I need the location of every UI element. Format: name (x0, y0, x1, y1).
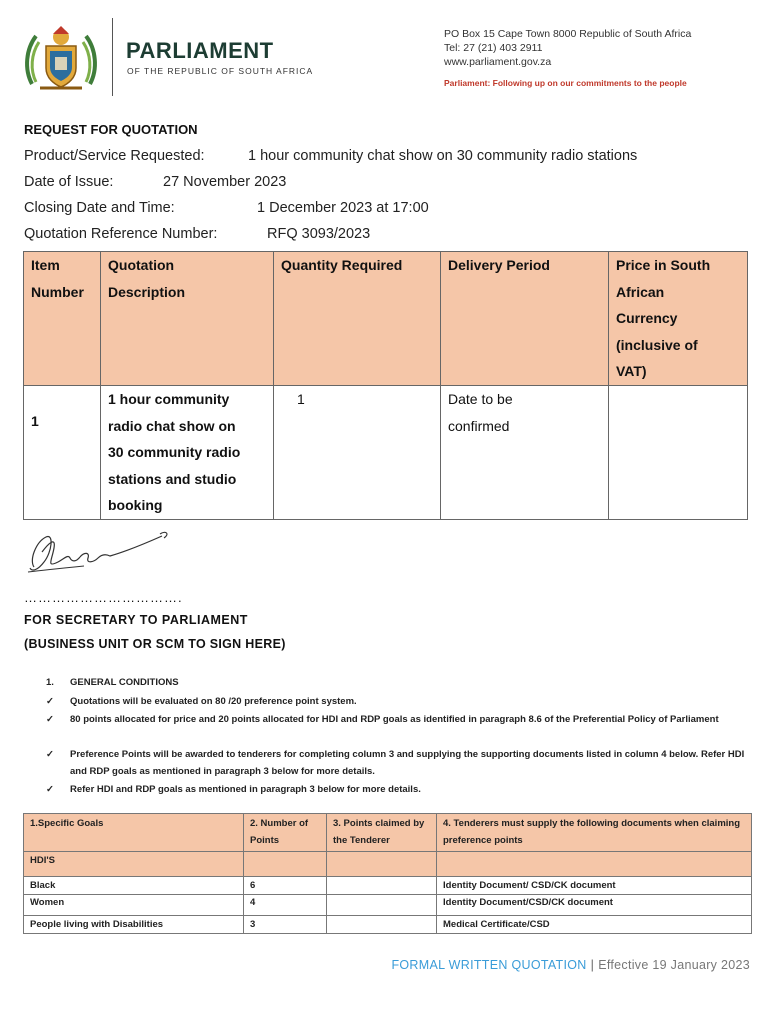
signature-line: ……………………………. (24, 590, 183, 605)
header-divider (112, 18, 113, 96)
product-label: Product/Service Requested: (24, 148, 205, 164)
table-row (24, 877, 752, 895)
header-specific-goals: 1.Specific Goals (24, 814, 244, 852)
header-price: Price in South African Currency (inclusive of VAT) (609, 252, 748, 386)
signatory-role: FOR SECRETARY TO PARLIAMENT (24, 613, 248, 627)
postal-address: PO Box 15 Cape Town 8000 Republic of South Africa (444, 28, 692, 40)
claimed-cell[interactable] (327, 895, 437, 916)
table-row (24, 895, 752, 916)
goal-cell: People living with Disabilities (24, 916, 244, 934)
footer-effective-date: Effective 19 January 2023 (598, 958, 750, 972)
letterhead (0, 0, 770, 110)
quotation-items-table (23, 251, 748, 520)
claimed-cell[interactable] (327, 916, 437, 934)
item-number-cell: 1 (24, 386, 101, 520)
reference-label: Quotation Reference Number: (24, 226, 218, 242)
issue-date-line (24, 174, 287, 190)
header-quotation-description: Quotation Description (101, 252, 274, 386)
checkmark-icon: ✓ (46, 714, 54, 725)
documents-cell: Identity Document/CSD/CK document (437, 895, 752, 916)
contact-block (444, 27, 691, 69)
list-item: ✓ Refer HDI and RDP goals as mentioned in paragraph 3 below for more details. (46, 781, 746, 798)
item-quantity-cell: 1 (274, 386, 441, 520)
coat-of-arms-icon (22, 24, 100, 94)
points-cell: 4 (244, 895, 327, 916)
table-row (24, 386, 748, 520)
page-footer (391, 958, 750, 972)
goal-cell: Black (24, 877, 244, 895)
brand-name: PARLIAMENT (126, 38, 274, 63)
closing-date-label: Closing Date and Time: (24, 200, 175, 216)
footer-separator: | (590, 958, 595, 972)
table-row (24, 916, 752, 934)
header-quantity-required: Quantity Required (274, 252, 441, 386)
list-item: ✓ 80 points allocated for price and 20 points allocated for HDI and RDP goals as identified in paragraph 8.6 of the Preferential Policy of Parliament (46, 711, 746, 728)
specific-goals-table (23, 813, 752, 934)
conditions-title: GENERAL CONDITIONS (70, 677, 179, 688)
telephone: Tel: 27 (21) 403 2911 (444, 42, 543, 54)
reference-line (24, 226, 371, 242)
items-header-row (24, 252, 748, 386)
closing-date-line (24, 200, 429, 216)
header-delivery-period: Delivery Period (441, 252, 609, 386)
hdi-section-label: HDI'S (24, 852, 244, 877)
product-value: 1 hour community chat show on 30 community radio stations (248, 148, 638, 164)
motto: Parliament: Following up on our commitments to the people (444, 78, 687, 88)
hdi-section-row (24, 852, 752, 877)
item-delivery-cell: Date to be confirmed (441, 386, 609, 520)
website-link[interactable]: www.parliament.gov.za (444, 56, 552, 68)
header-points-claimed: 3. Points claimed by the Tenderer (327, 814, 437, 852)
reference-value: RFQ 3093/2023 (267, 226, 371, 242)
conditions-number: 1. (46, 677, 54, 688)
list-item: ✓ Preference Points will be awarded to tenderers for completing column 3 and supplying the supporting documents listed in column 4 below. Refer HDI and RDP goals as mentioned in paragraph 3 below for more details. (46, 746, 746, 780)
closing-date-value: 1 December 2023 at 17:00 (257, 200, 429, 216)
signature-icon (24, 522, 174, 580)
checkmark-icon: ✓ (46, 784, 54, 795)
brand-subtitle: OF THE REPUBLIC OF SOUTH AFRICA (127, 66, 314, 76)
documents-cell: Identity Document/ CSD/CK document (437, 877, 752, 895)
points-cell: 6 (244, 877, 327, 895)
header-number-of-points: 2. Number of Points (244, 814, 327, 852)
list-item: ✓ Quotations will be evaluated on 80 /20 preference point system. (46, 693, 746, 710)
header-item-number: Item Number (24, 252, 101, 386)
claimed-cell[interactable] (327, 877, 437, 895)
signatory-unit: (BUSINESS UNIT OR SCM TO SIGN HERE) (24, 637, 286, 651)
points-cell: 3 (244, 916, 327, 934)
checkmark-icon: ✓ (46, 749, 54, 760)
issue-date-label: Date of Issue: (24, 174, 114, 190)
goal-cell: Women (24, 895, 244, 916)
documents-cell: Medical Certificate/CSD (437, 916, 752, 934)
issue-date-value: 27 November 2023 (163, 174, 287, 190)
item-price-cell[interactable] (609, 386, 748, 520)
footer-label: FORMAL WRITTEN QUOTATION (391, 958, 587, 972)
product-line (24, 148, 638, 164)
rfq-title: REQUEST FOR QUOTATION (24, 122, 198, 137)
header-documents: 4. Tenderers must supply the following documents when claiming preference points (437, 814, 752, 852)
checkmark-icon: ✓ (46, 696, 54, 707)
goals-header-row (24, 814, 752, 852)
item-description-cell: 1 hour community radio chat show on 30 community radio stations and studio booking (101, 386, 274, 520)
